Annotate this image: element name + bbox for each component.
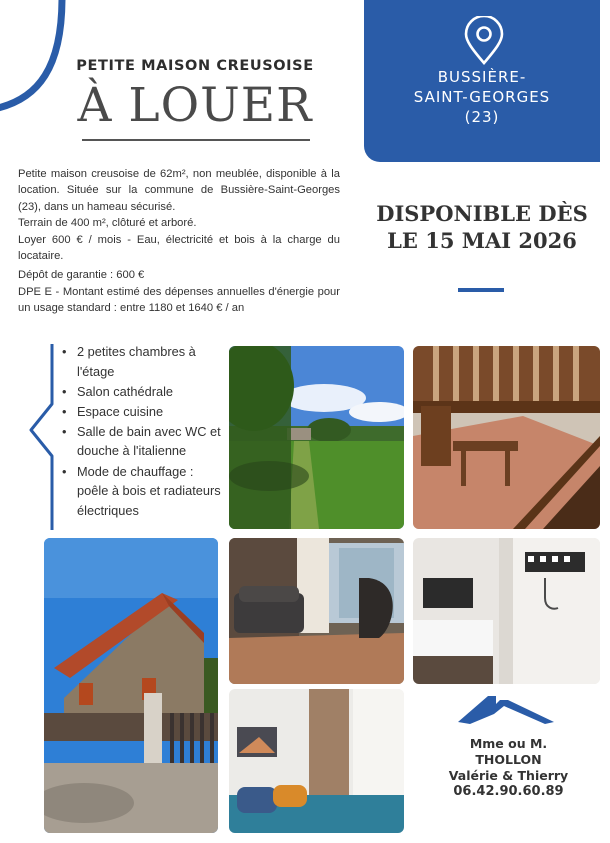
description bbox=[18, 166, 340, 317]
availability-underline bbox=[458, 288, 504, 292]
feature-item: • Salle de bain avec WC et douche à l'italienne bbox=[62, 422, 227, 461]
description-depot: Dépôt de garantie : 600 € bbox=[18, 269, 145, 282]
contact-line-1: Mme ou M. bbox=[469, 736, 548, 751]
description-intro: Petite maison creusoise de 62m², non meublée, disponible à la location. Située sur la commune de Bussière-Saint-Georges (23), dans un hameau sécurisé. bbox=[18, 168, 340, 213]
house-roof-icon bbox=[456, 690, 556, 728]
description-loyer: Loyer 600 € / mois - Eau, électricité et bois à la charge du locataire. bbox=[18, 233, 340, 263]
contact-line-2: THOLLON bbox=[475, 752, 542, 767]
location-line-3: (23) bbox=[464, 108, 500, 126]
availability-line-1: DISPONIBLE DÈS bbox=[376, 201, 588, 226]
contact-block bbox=[436, 736, 581, 800]
page-title: À LOUER bbox=[77, 78, 313, 133]
photo-mezzanine bbox=[413, 346, 600, 529]
photo-bathroom bbox=[413, 538, 600, 684]
features-list bbox=[62, 342, 227, 521]
subtitle: PETITE MAISON CREUSOISE bbox=[76, 58, 314, 74]
feature-item: • Mode de chauffage : poêle à bois et radiateurs électriques bbox=[62, 462, 227, 521]
feature-item: • Salon cathédrale bbox=[62, 382, 227, 402]
photo-house-exterior bbox=[44, 538, 218, 833]
location-line-2: SAINT-GEORGES bbox=[413, 88, 551, 106]
description-dpe: DPE E - Montant estimé des dépenses annuelles d'énergie pour un usage standard : entre 1180 et 1640 € / an bbox=[18, 285, 340, 315]
contact-phone: 06.42.90.60.89 bbox=[453, 784, 564, 799]
availability-line-2: LE 15 MAI 2026 bbox=[387, 228, 577, 253]
photo-living-room bbox=[229, 538, 404, 684]
photo-garden bbox=[229, 346, 404, 529]
availability-date bbox=[356, 200, 608, 254]
location-line-1: BUSSIÈRE- bbox=[437, 68, 527, 86]
photo-bedroom bbox=[229, 689, 404, 833]
map-pin-icon bbox=[462, 16, 506, 66]
contact-line-3: Valérie & Thierry bbox=[448, 768, 569, 783]
title-underline bbox=[82, 139, 310, 141]
brace-decoration bbox=[28, 342, 56, 532]
feature-item: • 2 petites chambres à l'étage bbox=[62, 342, 227, 381]
description-terrain: Terrain de 400 m², clôturé et arboré. bbox=[18, 217, 197, 230]
location-text bbox=[364, 67, 600, 127]
feature-item: • Espace cuisine bbox=[62, 402, 227, 422]
